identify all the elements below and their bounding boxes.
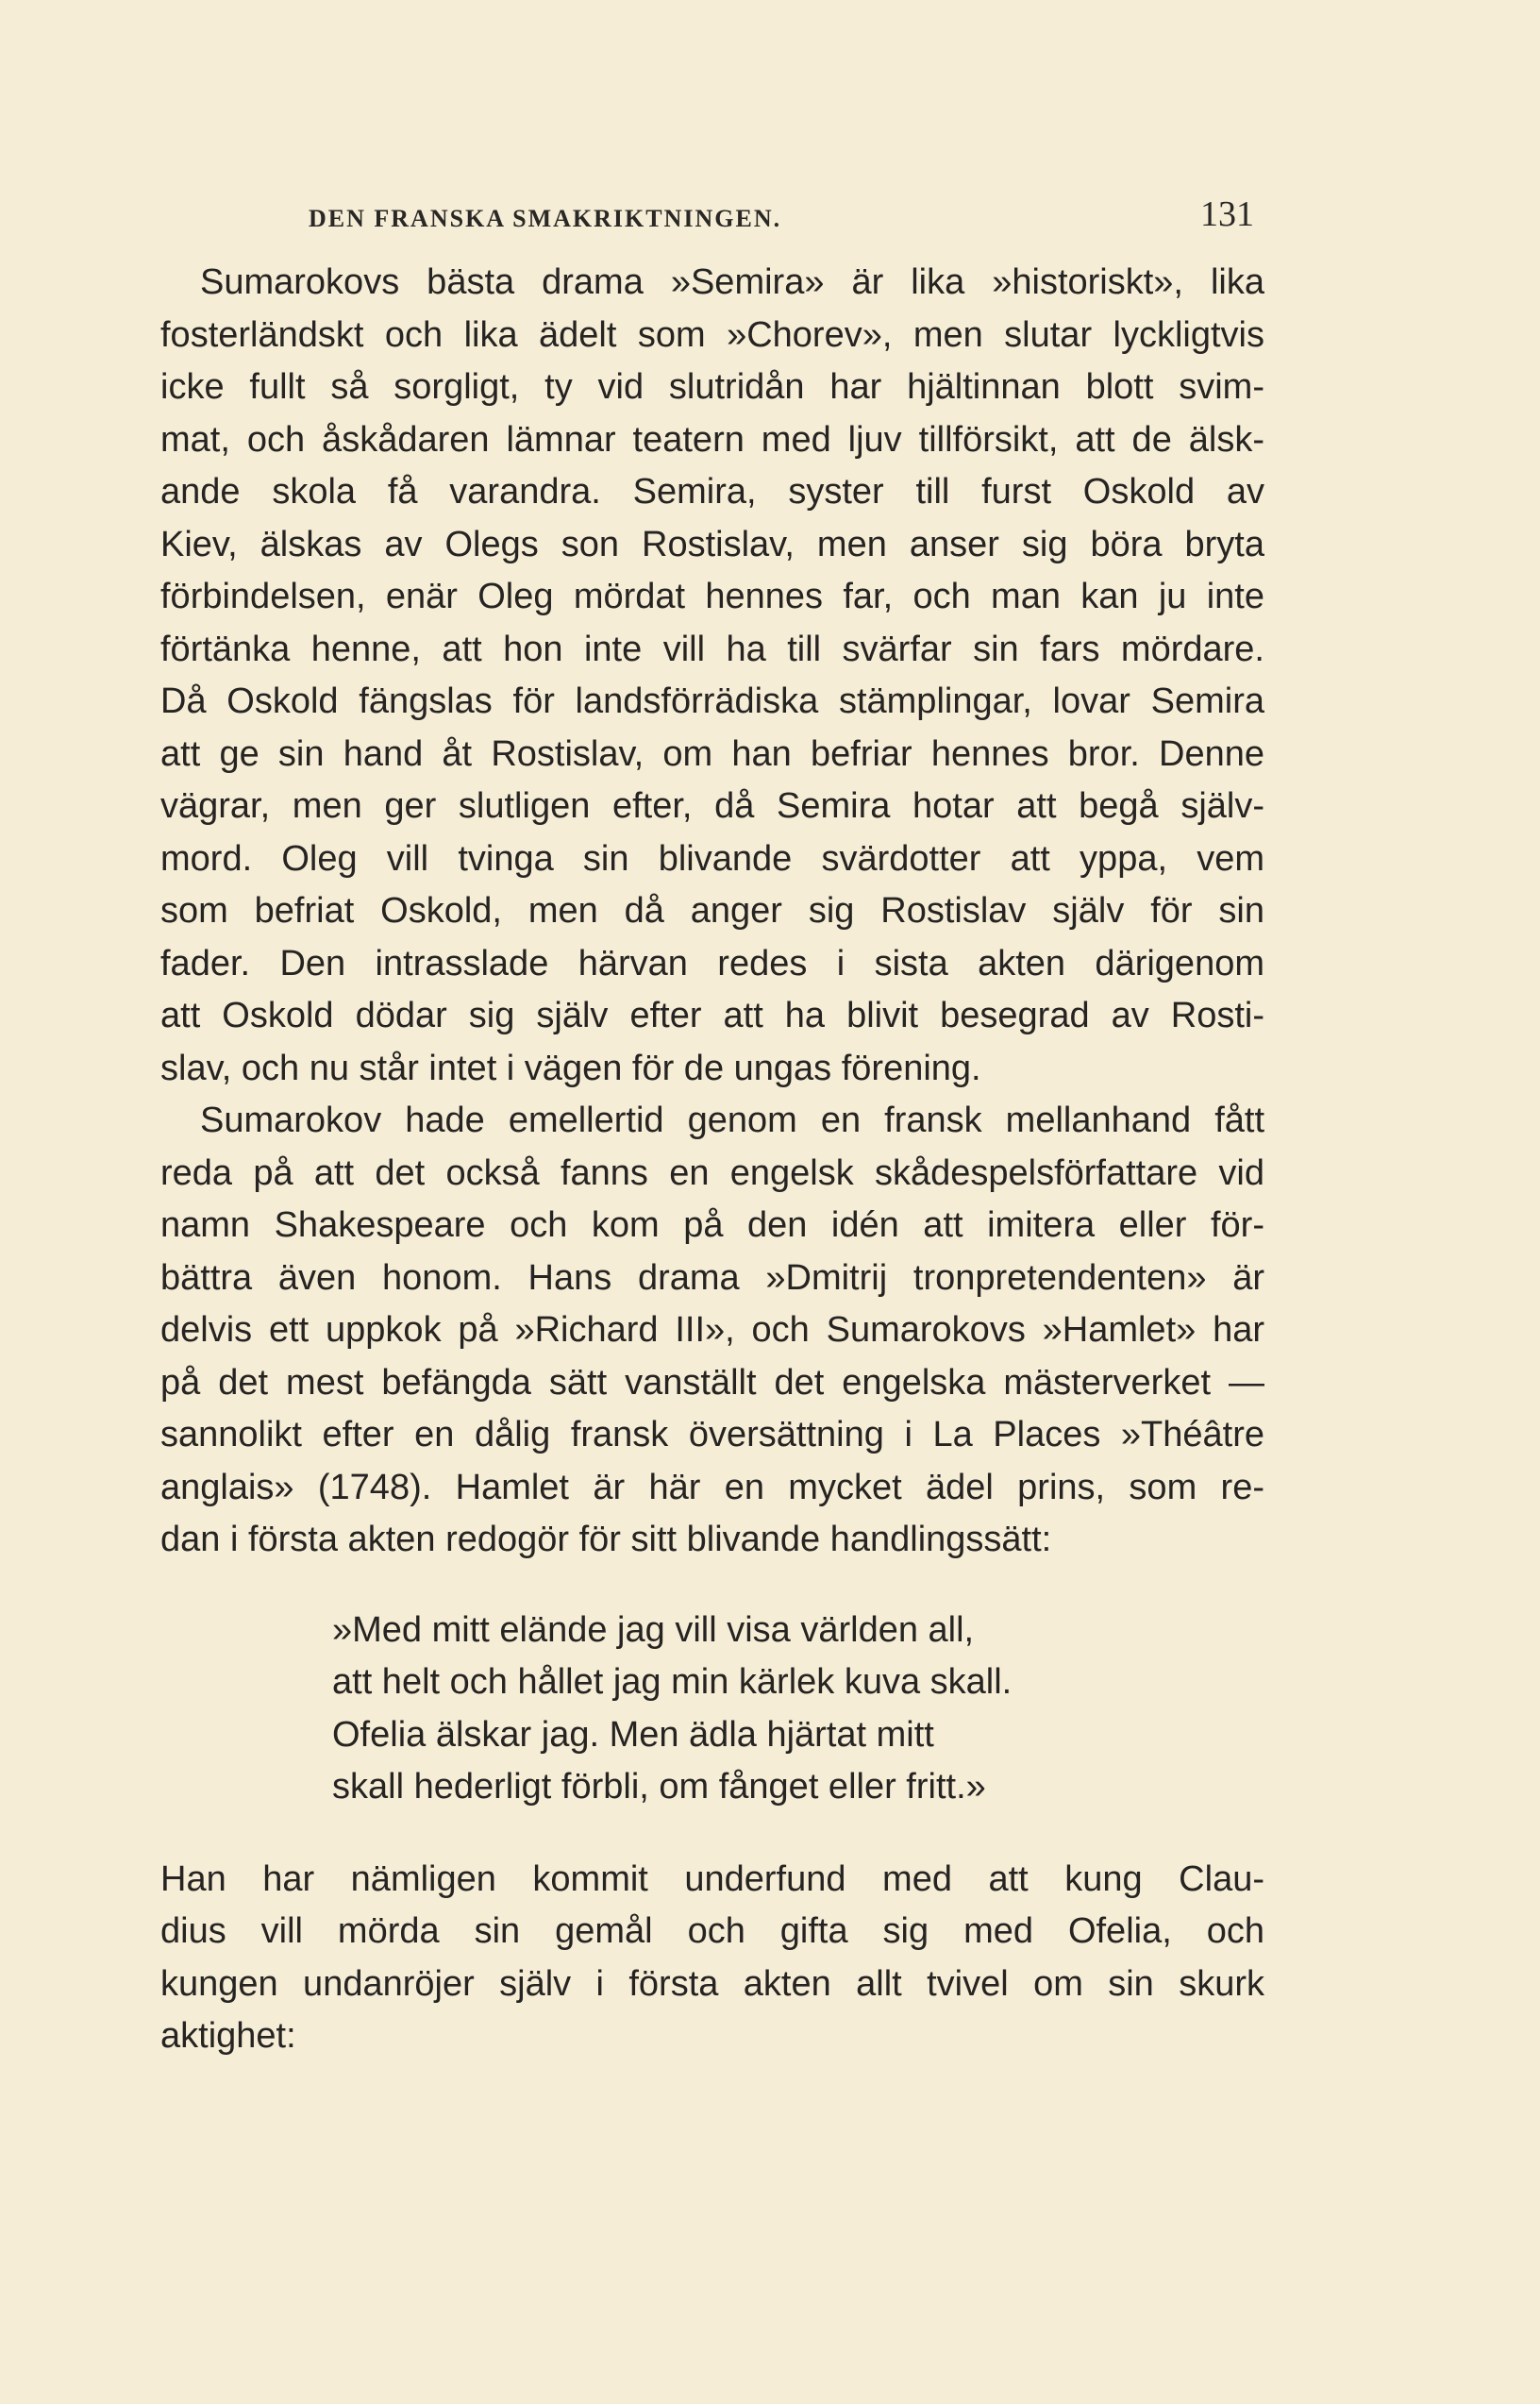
paragraph-semira bbox=[160, 257, 1264, 1095]
text-line: bättra även honom. Hans drama »Dmitrij tronpretendenten» är bbox=[160, 1257, 1264, 1298]
text-line: fosterländskt och lika ädelt som »Chorev», men slutar lyckligtvis bbox=[160, 314, 1264, 355]
text-line: att Oskold dödar sig själv efter att ha blivit besegrad av Rosti- bbox=[160, 996, 1264, 1035]
body-text bbox=[160, 257, 1264, 2063]
text-line: Han har nämligen kommit underfund med att kung Clau- bbox=[160, 1858, 1264, 1899]
text-line: mord. Oleg vill tvinga sin blivande svärdotter att yppa, vem bbox=[160, 838, 1264, 879]
paragraph-hamlet bbox=[160, 1095, 1264, 1567]
text-line: ande skola få varandra. Semira, syster till furst Oskold av bbox=[160, 472, 1264, 512]
text-line: kungen undanröjer själv i första akten allt tvivel om sin skurk bbox=[160, 1963, 1264, 2004]
text-line: namn Shakespeare och kom på den idén att imitera eller för- bbox=[160, 1205, 1264, 1245]
text-line: dius vill mörda sin gemål och gifta sig med Ofelia, och bbox=[160, 1911, 1264, 1951]
text-line: på det mest befängda sätt vanställt det engelska mästerverket — bbox=[160, 1362, 1264, 1403]
text-line: Då Oskold fängslas för landsförrädiska stämplingar, lovar Semira bbox=[160, 681, 1264, 721]
text-line: anglais» (1748). Hamlet är här en mycket ädel prins, som re- bbox=[160, 1467, 1264, 1507]
text-line: Sumarokov hade emellertid genom en fransk mellanhand fått bbox=[200, 1101, 1264, 1140]
text-line: slav, och nu står intet i vägen för de ungas förening. bbox=[160, 1048, 981, 1088]
text-line: att ge sin hand åt Rostislav, om han befriar hennes bror. Denne bbox=[160, 733, 1264, 774]
text-line: dan i första akten redogör för sitt blivande handlingssätt: bbox=[160, 1520, 1052, 1559]
text-line: delvis ett uppkok på »Richard III», och Sumarokovs »Hamlet» har bbox=[160, 1310, 1264, 1350]
verse-line: »Med mitt elände jag vill visa världen all, bbox=[332, 1609, 975, 1650]
running-title: DEN FRANSKA SMAKRIKTNINGEN. bbox=[309, 205, 782, 232]
text-line: förbindelsen, enär Oleg mördat hennes far, och man kan ju inte bbox=[160, 577, 1264, 616]
verse-quote bbox=[332, 1605, 1264, 1814]
text-line: reda på att det också fanns en engelsk skådespelsförfattare vid bbox=[160, 1152, 1264, 1193]
text-line: icke fullt så sorgligt, ty vid slutridån har hjältinnan blott svim- bbox=[160, 367, 1264, 407]
text-line: Kiev, älskas av Olegs son Rostislav, men anser sig böra bryta bbox=[160, 524, 1264, 564]
text-line: aktighet: bbox=[160, 2016, 296, 2056]
text-line: som befriat Oskold, men då anger sig Rostislav själv för sin bbox=[160, 891, 1264, 931]
paragraph-claudius bbox=[160, 1854, 1264, 2063]
text-line: förtänka henne, att hon inte vill ha till svärfar sin fars mördare. bbox=[160, 629, 1264, 669]
verse-line: Ofelia älskar jag. Men ädla hjärtat mitt bbox=[332, 1714, 934, 1755]
text-line: sannolikt efter en dålig fransk översättning i La Places »Théâtre bbox=[160, 1415, 1264, 1454]
verse-line: att helt och hållet jag min kärlek kuva skall. bbox=[332, 1662, 1013, 1702]
running-head bbox=[0, 193, 1540, 241]
text-line: mat, och åskådaren lämnar teatern med ljuv tillförsikt, att de älsk- bbox=[160, 419, 1264, 460]
page-number: 131 bbox=[1200, 194, 1254, 234]
verse-line: skall hederligt förbli, om fånget eller fritt.» bbox=[332, 1767, 986, 1807]
text-line: Sumarokovs bästa drama »Semira» är lika »historiskt», lika bbox=[200, 262, 1264, 302]
text-line: vägrar, men ger slutligen efter, då Semira hotar att begå själv- bbox=[160, 786, 1264, 826]
text-line: fader. Den intrasslade härvan redes i sista akten därigenom bbox=[160, 943, 1264, 983]
